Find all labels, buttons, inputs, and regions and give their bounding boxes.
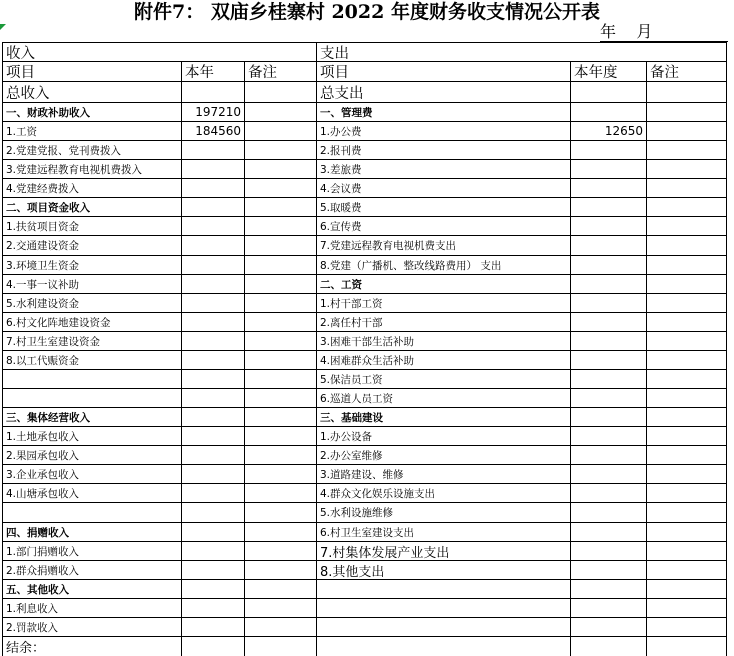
expense-row-note xyxy=(647,103,727,122)
income-row-item xyxy=(2,370,182,389)
expense-row-label: 2.办公室维修 xyxy=(320,449,383,462)
expense-row-label: 3.差旅费 xyxy=(320,163,362,176)
expense-row-note xyxy=(647,141,727,160)
expense-row-item xyxy=(317,580,571,599)
expense-row-item xyxy=(317,256,571,275)
expense-row-value xyxy=(571,580,647,599)
income-row-value xyxy=(182,465,245,484)
expense-row-label: 一、管理费 xyxy=(320,106,373,119)
income-row-item xyxy=(2,217,182,236)
expense-row-note xyxy=(647,179,727,198)
expense-row-value xyxy=(571,179,647,198)
income-row-note xyxy=(245,618,317,637)
expense-row-value xyxy=(571,484,647,503)
income-row-label: 2.罚款收入 xyxy=(6,621,59,634)
expense-row-note xyxy=(647,542,727,561)
balance-expense-value xyxy=(571,636,647,656)
expense-row-value xyxy=(571,313,647,332)
income-row-value xyxy=(182,427,245,446)
expense-row-note xyxy=(647,580,727,599)
expense-row-item xyxy=(317,599,571,618)
income-col-year xyxy=(182,62,245,82)
income-row-item xyxy=(2,389,182,408)
expense-col-note-label: 备注 xyxy=(650,65,679,81)
expense-row-value xyxy=(571,427,647,446)
income-total-value xyxy=(182,82,245,103)
expense-row-item xyxy=(317,275,571,294)
expense-row-value xyxy=(571,103,647,122)
expense-row-note xyxy=(647,256,727,275)
expense-row-note xyxy=(647,484,727,503)
expense-row-item xyxy=(317,294,571,313)
expense-row-label: 2.离任村干部 xyxy=(320,316,383,329)
income-row-item xyxy=(2,313,182,332)
income-row-item xyxy=(2,122,182,141)
expense-row-value xyxy=(571,389,647,408)
income-row-note xyxy=(245,103,317,122)
income-row-label: 4.党建经费拨入 xyxy=(6,182,80,195)
expense-col-item xyxy=(317,62,571,82)
expense-row-value xyxy=(571,332,647,351)
income-row-note xyxy=(245,561,317,580)
income-row-item xyxy=(2,561,182,580)
income-row-note xyxy=(245,236,317,256)
expense-row-value xyxy=(571,465,647,484)
income-row-value xyxy=(182,217,245,236)
income-row-label: 四、捐赠收入 xyxy=(6,526,69,539)
expense-row-label: 4.困难群众生活补助 xyxy=(320,354,415,367)
expense-row-label: 7.党建远程教育电视机费支出 xyxy=(320,240,457,252)
income-row-label: 7.村卫生室建设资金 xyxy=(6,335,101,348)
expense-row-note xyxy=(647,351,727,370)
cell-comment-marker xyxy=(0,24,6,30)
expense-row-label: 8.党建（广播机、整改线路费用） 支出 xyxy=(320,259,502,272)
expense-row-item xyxy=(317,427,571,446)
income-row-note xyxy=(245,275,317,294)
income-section-header xyxy=(2,42,317,62)
date-line: 年 月 xyxy=(600,22,653,41)
expense-row-note xyxy=(647,122,727,141)
expense-row-label: 三、基础建设 xyxy=(320,411,383,424)
income-row-note xyxy=(245,389,317,408)
expense-row-value xyxy=(571,618,647,637)
balance-expense-item xyxy=(317,636,571,656)
income-row-value xyxy=(182,389,245,408)
expense-row-value xyxy=(571,561,647,580)
expense-row-label: 4.群众文化娱乐设施支出 xyxy=(320,487,436,500)
income-row-note xyxy=(245,351,317,370)
income-row-item xyxy=(2,408,182,427)
expense-row-item xyxy=(317,618,571,637)
income-row-value xyxy=(182,332,245,351)
expense-row-item xyxy=(317,198,571,217)
income-row-note xyxy=(245,256,317,275)
expense-row-value xyxy=(571,446,647,465)
income-row-value xyxy=(182,313,245,332)
income-row-item xyxy=(2,198,182,217)
expense-total-label: 总支出 xyxy=(320,85,364,102)
expense-row-value xyxy=(571,351,647,370)
income-row-note xyxy=(245,122,317,141)
income-row-note xyxy=(245,465,317,484)
income-col-note xyxy=(245,62,317,82)
expense-row-label: 1.村干部工资 xyxy=(320,297,383,310)
income-row-note xyxy=(245,370,317,389)
income-row-value xyxy=(182,523,245,542)
expense-row-value xyxy=(571,122,647,141)
income-row-note xyxy=(245,179,317,198)
expense-row-note xyxy=(647,446,727,465)
expense-row-item xyxy=(317,103,571,122)
income-row-item xyxy=(2,332,182,351)
income-row-note xyxy=(245,599,317,618)
income-row-item xyxy=(2,523,182,542)
expense-row-label: 3.道路建设、维修 xyxy=(320,468,404,481)
income-row-amount: 197210 xyxy=(195,105,241,119)
expense-col-note xyxy=(647,62,727,82)
expense-row-item xyxy=(317,351,571,370)
income-row-item xyxy=(2,141,182,160)
income-col-item-label: 项目 xyxy=(6,65,35,81)
expense-row-note xyxy=(647,599,727,618)
income-row-value xyxy=(182,599,245,618)
balance-note xyxy=(245,636,317,656)
income-row-note xyxy=(245,484,317,503)
expense-row-item xyxy=(317,542,571,561)
expense-row-label: 2.报刊费 xyxy=(320,144,362,157)
income-row-label: 2.群众捐赠收入 xyxy=(6,564,80,577)
expense-row-note xyxy=(647,217,727,236)
balance-value xyxy=(182,636,245,656)
expense-total-value xyxy=(571,82,647,103)
expense-row-value xyxy=(571,256,647,275)
income-row-value xyxy=(182,370,245,389)
income-row-note xyxy=(245,141,317,160)
income-row-label: 3.党建远程教育电视机费拨入 xyxy=(6,163,143,176)
expense-col-year-label: 本年度 xyxy=(574,65,618,81)
income-row-item xyxy=(2,160,182,179)
expense-row-value xyxy=(571,599,647,618)
income-row-value xyxy=(182,542,245,561)
income-row-label: 1.利息收入 xyxy=(6,602,59,615)
income-row-note xyxy=(245,523,317,542)
income-row-label: 1.工资 xyxy=(6,125,38,138)
expense-row-value xyxy=(571,217,647,236)
expense-row-label: 6.宣传费 xyxy=(320,220,362,233)
income-row-item xyxy=(2,236,182,256)
income-row-value xyxy=(182,275,245,294)
income-row-note xyxy=(245,160,317,179)
income-row-amount: 184560 xyxy=(195,124,241,138)
income-row-value xyxy=(182,561,245,580)
expense-row-label: 7.村集体发展产业支出 xyxy=(320,545,450,561)
income-row-label: 8.以工代赈资金 xyxy=(6,354,80,367)
income-row-label: 4.一事一议补助 xyxy=(6,278,80,291)
balance-row xyxy=(2,636,182,656)
expense-row-item xyxy=(317,160,571,179)
income-total xyxy=(2,82,182,103)
income-col-year-label: 本年 xyxy=(185,65,214,81)
income-row-item xyxy=(2,427,182,446)
income-row-label: 五、其他收入 xyxy=(6,583,69,596)
income-row-item xyxy=(2,294,182,313)
income-row-label: 6.村文化阵地建设资金 xyxy=(6,316,111,329)
expense-row-label: 1.办公设备 xyxy=(320,430,373,443)
expense-row-item xyxy=(317,313,571,332)
expense-row-note xyxy=(647,370,727,389)
income-row-value xyxy=(182,256,245,275)
expense-row-item xyxy=(317,236,571,256)
income-row-item xyxy=(2,179,182,198)
expense-row-note xyxy=(647,618,727,637)
expense-row-value xyxy=(571,236,647,256)
expense-row-item xyxy=(317,217,571,236)
income-row-note xyxy=(245,408,317,427)
expense-row-label: 1.办公费 xyxy=(320,125,362,138)
income-row-value xyxy=(182,103,245,122)
balance-label: 结余： xyxy=(6,640,46,656)
expense-row-item xyxy=(317,446,571,465)
expense-row-item xyxy=(317,561,571,580)
expense-col-year xyxy=(571,62,647,82)
income-row-item xyxy=(2,465,182,484)
expense-row-label: 3.困难干部生活补助 xyxy=(320,335,415,348)
income-row-item xyxy=(2,503,182,523)
balance-expense-note xyxy=(647,636,727,656)
income-row-item xyxy=(2,275,182,294)
expense-row-item xyxy=(317,408,571,427)
income-row-value xyxy=(182,484,245,503)
income-row-label: 3.环境卫生资金 xyxy=(6,259,80,272)
income-row-note xyxy=(245,332,317,351)
expense-row-value xyxy=(571,408,647,427)
expense-row-note xyxy=(647,503,727,523)
expense-row-item xyxy=(317,141,571,160)
income-row-label: 3.企业承包收入 xyxy=(6,468,80,481)
income-row-label: 4.山塘承包收入 xyxy=(6,487,80,500)
income-row-item xyxy=(2,580,182,599)
income-section-label: 收入 xyxy=(6,45,35,62)
expense-row-note xyxy=(647,198,727,217)
income-row-note xyxy=(245,427,317,446)
income-row-value xyxy=(182,446,245,465)
expense-row-note xyxy=(647,313,727,332)
income-row-item xyxy=(2,484,182,503)
income-row-note xyxy=(245,446,317,465)
income-row-label: 1.土地承包收入 xyxy=(6,430,80,443)
income-row-value xyxy=(182,408,245,427)
income-row-value xyxy=(182,141,245,160)
income-row-value xyxy=(182,351,245,370)
expense-row-item xyxy=(317,503,571,523)
expense-row-note xyxy=(647,561,727,580)
income-row-label: 三、集体经营收入 xyxy=(6,411,90,424)
expense-total-note xyxy=(647,82,727,103)
income-col-note-label: 备注 xyxy=(248,65,277,81)
income-row-note xyxy=(245,313,317,332)
expense-row-label: 6.巡道人员工资 xyxy=(320,392,394,405)
income-row-item xyxy=(2,446,182,465)
income-row-value xyxy=(182,580,245,599)
expense-row-item xyxy=(317,389,571,408)
expense-row-value xyxy=(571,542,647,561)
expense-col-item-label: 项目 xyxy=(320,65,349,81)
expense-row-note xyxy=(647,408,727,427)
expense-total xyxy=(317,82,571,103)
expense-row-label: 5.水利设施维修 xyxy=(320,507,394,519)
income-row-item xyxy=(2,256,182,275)
expense-row-note xyxy=(647,523,727,542)
income-row-item xyxy=(2,618,182,637)
income-row-value xyxy=(182,503,245,523)
income-row-label: 一、财政补助收入 xyxy=(6,106,90,119)
income-row-value xyxy=(182,294,245,313)
income-row-label: 2.果园承包收入 xyxy=(6,449,80,462)
expense-row-label: 二、工资 xyxy=(320,278,362,291)
income-row-value xyxy=(182,160,245,179)
page-title: 附件7： 双庙乡桂寨村 2022 年度财务收支情况公开表 xyxy=(134,1,600,23)
expense-row-value xyxy=(571,370,647,389)
income-row-label: 1.部门捐赠收入 xyxy=(6,545,80,558)
income-row-item xyxy=(2,351,182,370)
expense-row-item xyxy=(317,332,571,351)
income-row-label: 1.扶贫项目资金 xyxy=(6,220,80,233)
expense-row-item xyxy=(317,179,571,198)
income-row-item xyxy=(2,103,182,122)
expense-row-value xyxy=(571,275,647,294)
expense-row-value xyxy=(571,141,647,160)
income-row-note xyxy=(245,217,317,236)
income-total-note xyxy=(245,82,317,103)
expense-row-value xyxy=(571,160,647,179)
expense-row-note xyxy=(647,332,727,351)
income-row-value xyxy=(182,179,245,198)
income-row-value xyxy=(182,122,245,141)
expense-row-note xyxy=(647,236,727,256)
expense-row-note xyxy=(647,275,727,294)
expense-row-note xyxy=(647,389,727,408)
expense-row-label: 8.其他支出 xyxy=(320,564,385,580)
expense-row-value xyxy=(571,523,647,542)
expense-row-item xyxy=(317,465,571,484)
expense-row-label: 5.取暖费 xyxy=(320,201,362,214)
expense-row-value xyxy=(571,503,647,523)
income-row-item xyxy=(2,599,182,618)
expense-row-amount: 12650 xyxy=(604,124,643,138)
income-row-label: 2.交通建设资金 xyxy=(6,240,80,252)
expense-row-note xyxy=(647,160,727,179)
expense-row-item xyxy=(317,370,571,389)
income-row-value xyxy=(182,198,245,217)
expense-row-item xyxy=(317,484,571,503)
expense-section-header xyxy=(317,42,727,62)
income-row-value xyxy=(182,236,245,256)
expense-row-item xyxy=(317,122,571,141)
expense-row-label: 4.会议费 xyxy=(320,182,362,195)
expense-row-label: 6.村卫生室建设支出 xyxy=(320,526,415,539)
expense-row-value xyxy=(571,198,647,217)
income-row-label: 2.党建党报、党刊费拨入 xyxy=(6,144,122,157)
expense-row-item xyxy=(317,523,571,542)
expense-row-note xyxy=(647,465,727,484)
expense-row-note xyxy=(647,427,727,446)
expense-row-note xyxy=(647,294,727,313)
expense-row-value xyxy=(571,294,647,313)
income-row-value xyxy=(182,618,245,637)
income-row-label: 二、项目资金收入 xyxy=(6,201,90,214)
income-row-note xyxy=(245,542,317,561)
income-col-item xyxy=(2,62,182,82)
income-row-note xyxy=(245,503,317,523)
income-row-note xyxy=(245,580,317,599)
income-row-note xyxy=(245,294,317,313)
income-row-item xyxy=(2,542,182,561)
income-row-label: 5.水利建设资金 xyxy=(6,297,80,310)
expense-row-label: 5.保洁员工资 xyxy=(320,373,383,386)
income-row-note xyxy=(245,198,317,217)
income-total-label: 总收入 xyxy=(6,85,50,102)
expense-section-label: 支出 xyxy=(320,45,349,62)
